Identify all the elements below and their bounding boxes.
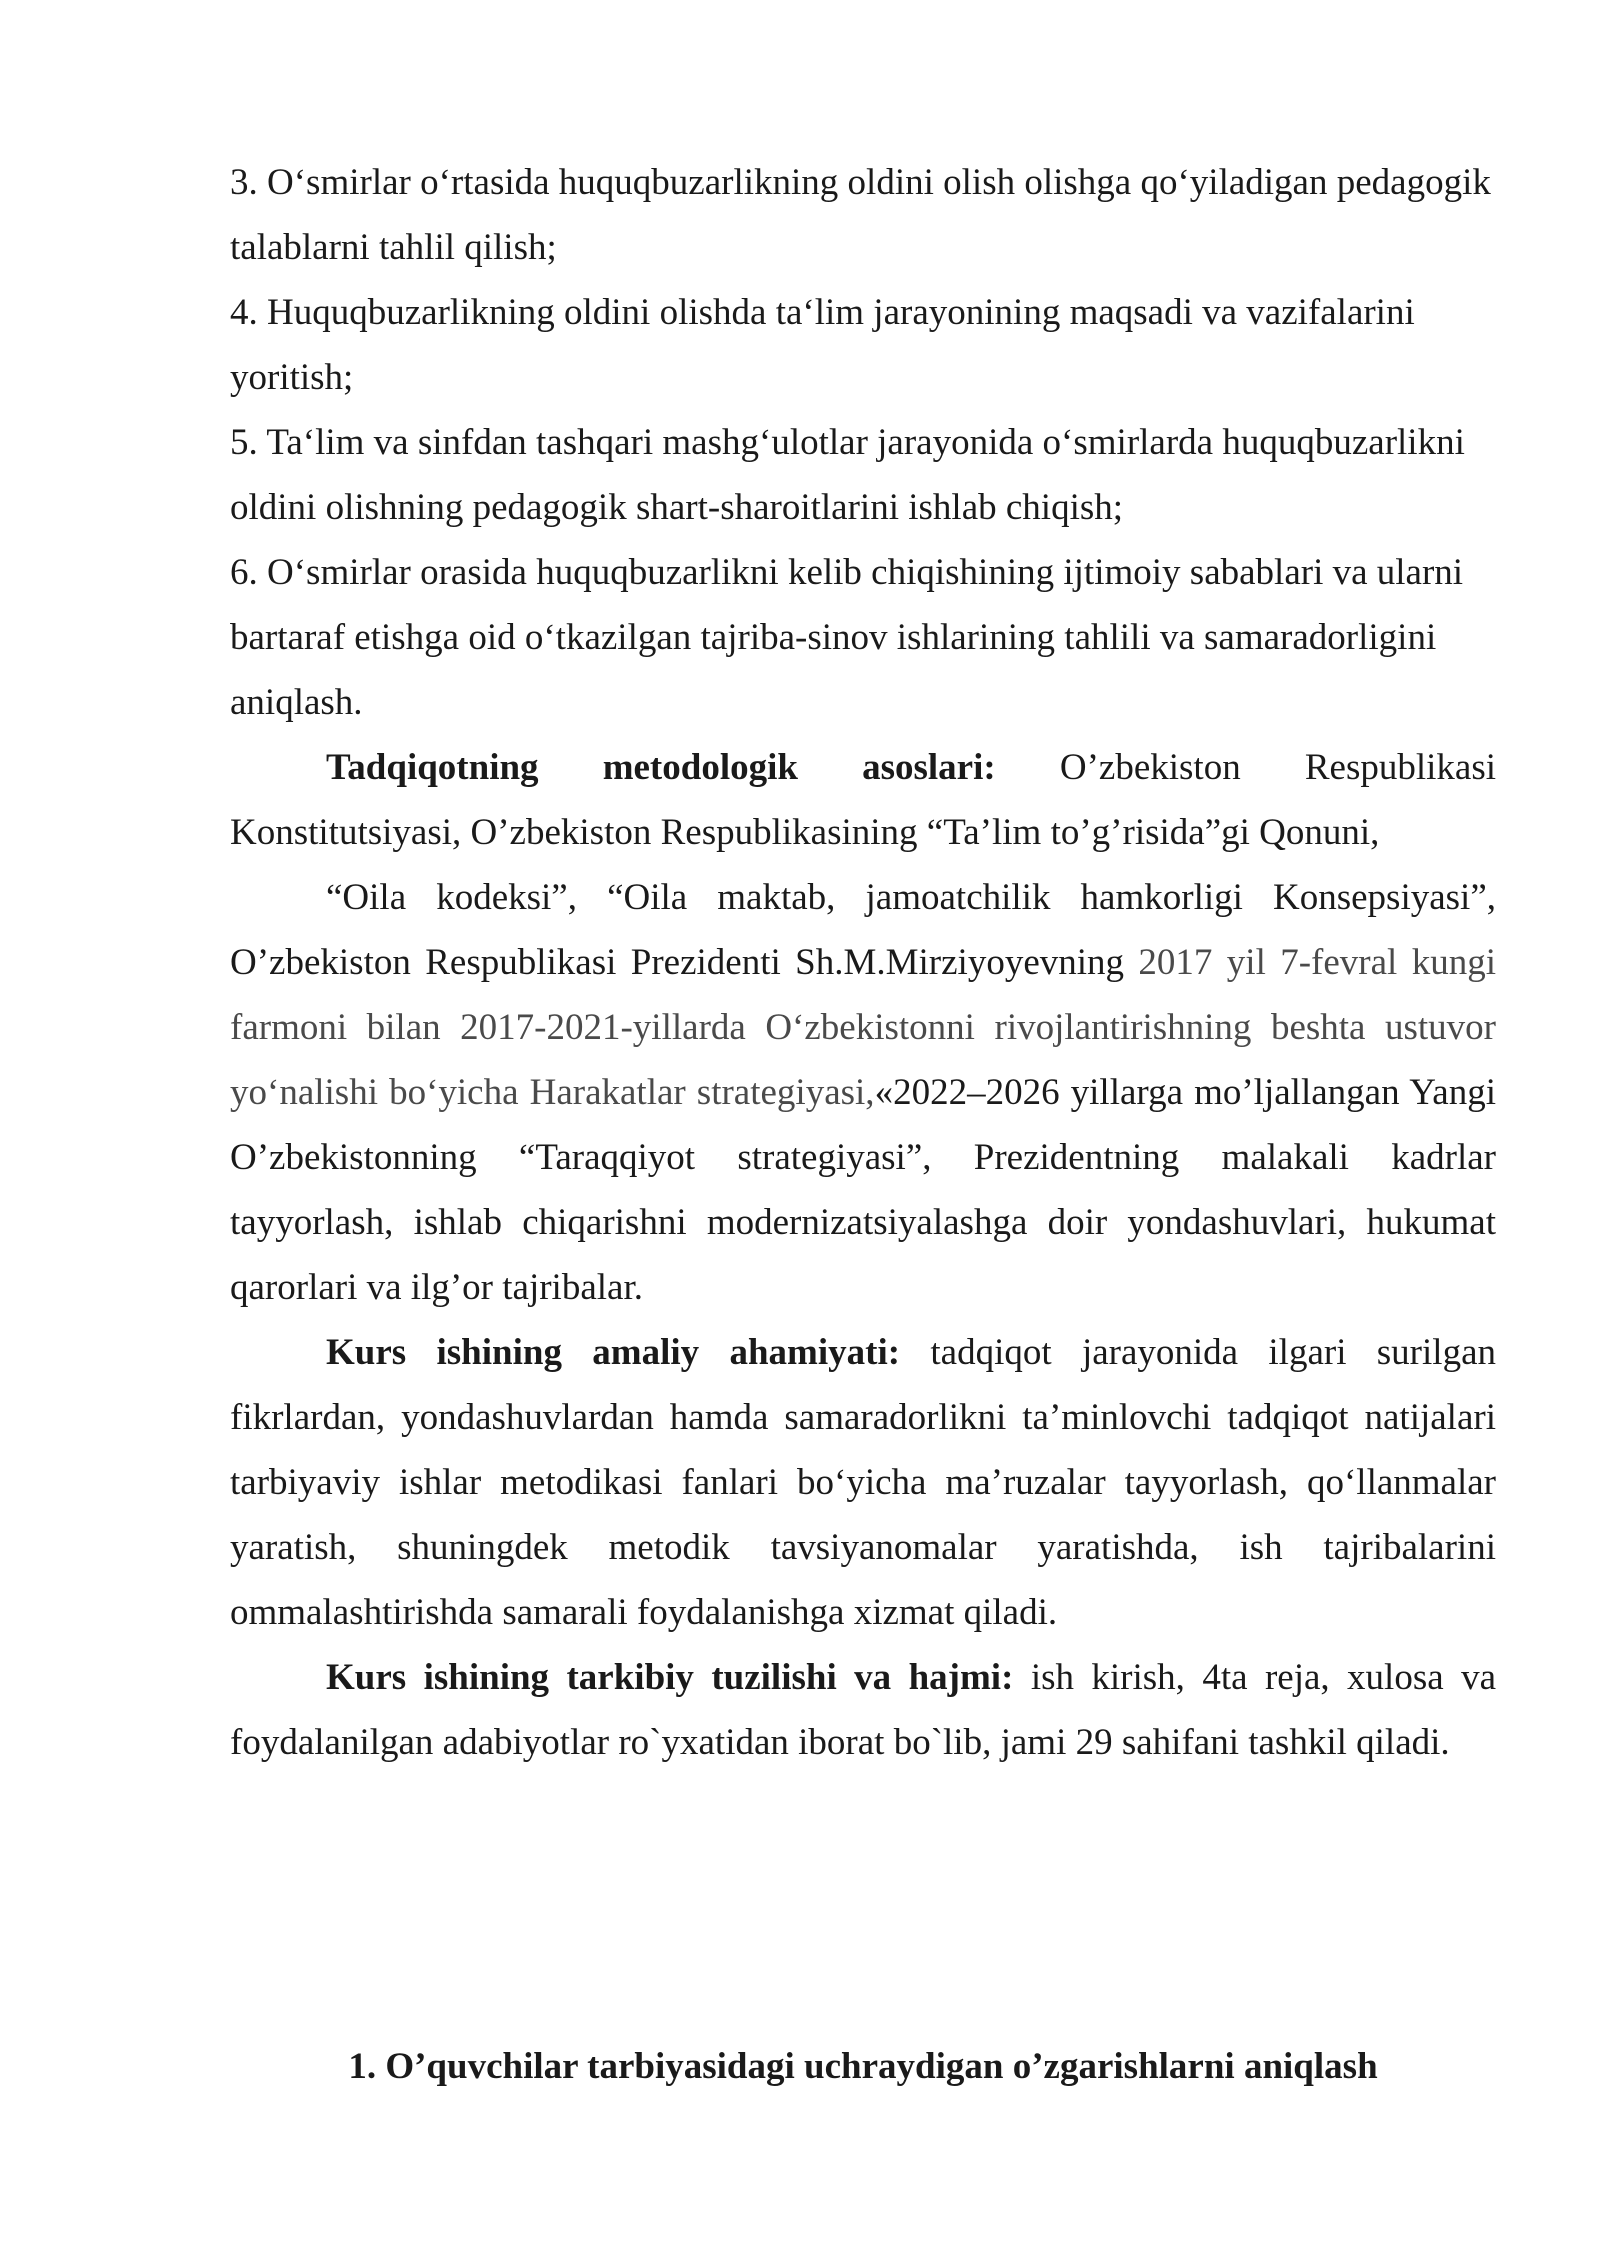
list-item-3: 3. O‘smirlar o‘rtasida huquqbuzarlikning oldini olish olishga qo‘yiladigan pedagogik talablarni tahlil qilish; bbox=[230, 162, 1491, 268]
practical-significance-paragraph bbox=[230, 1320, 1496, 1645]
methodology-cont-part2: 2017 yil 7-fevral kungi farmoni bilan 2017-2021-yillarda O‘zbekistonni rivojlantirishning beshta ustuvor yo‘nalishi bo‘yicha Harakatlar strategiyasi, bbox=[230, 942, 1496, 1113]
methodology-cont-part3: «2022–2026 yillarga mo’ljallangan Yangi O’zbekistonning “Taraqqiyot strategiyasi”, Prezidentning malakali kadrlar tayyorlash, ishlab chiqarishni modernizatsiyalashga doir yondashuvlari, hukumat qarorlari va ilg’or tajribalar. bbox=[230, 1072, 1496, 1308]
methodology-label: Tadqiqotning metodologik asoslari: bbox=[326, 747, 996, 788]
methodology-continuation-paragraph bbox=[230, 865, 1496, 1320]
section-heading: 1. O’quvchilar tarbiyasidagi uchraydigan o’zgarishlarni aniqlash bbox=[348, 2046, 1378, 2087]
list-item-5: 5. Ta‘lim va sinfdan tashqari mashg‘ulotlar jarayonida o‘smirlarda huquqbuzarlikni oldini olishning pedagogik shart-sharoitlarini ishlab chiqish; bbox=[230, 422, 1465, 528]
list-item-4: 4. Huquqbuzarlikning oldini olishda ta‘lim jarayonining maqsadi va vazifalarini yoritish; bbox=[230, 292, 1415, 398]
methodology-text: O’zbekiston Respublikasi Konstitutsiyasi, O’zbekiston Respublikasining “Ta’lim to’g’risida”gi Qonuni, bbox=[230, 747, 1496, 853]
methodology-paragraph bbox=[230, 735, 1496, 865]
body-text bbox=[230, 150, 1496, 1775]
structure-label: Kurs ishining tarkibiy tuzilishi va hajmi: bbox=[326, 1657, 1014, 1698]
structure-text: ish kirish, 4ta reja, xulosa va foydalanilgan adabiyotlar ro`yxatidan iborat bo`lib, jami 29 sahifani tashkil qiladi. bbox=[230, 1657, 1496, 1763]
methodology-cont-part1: “Oila kodeksi”, “Oila maktab, jamoatchilik hamkorligi Konsepsiyasi”, O’zbekiston Respublikasi Prezidenti Sh.M.Mirziyoyevning bbox=[230, 877, 1496, 983]
structure-paragraph bbox=[230, 1645, 1496, 1775]
practical-label: Kurs ishining amaliy ahamiyati: bbox=[326, 1332, 901, 1373]
list-item-6: 6. O‘smirlar orasida huquqbuzarlikni kelib chiqishining ijtimoiy sabablari va ularni bartaraf etishga oid o‘tkazilgan tajriba-sinov ishlarining tahlili va samaradorligini aniqlash. bbox=[230, 552, 1464, 723]
practical-text: tadqiqot jarayonida ilgari surilgan fikrlardan, yondashuvlardan hamda samaradorlikni ta’minlovchi tadqiqot natijalari tarbiyaviy ishlar metodikasi fanlari bo‘yicha ma’ruzalar tayyorlash, qo‘llanmalar yaratish, shuningdek metodik tavsiyanomalar yaratishda, ish tajribalarini ommalashtirishda samarali foydalanishga xizmat qiladi. bbox=[230, 1332, 1496, 1633]
